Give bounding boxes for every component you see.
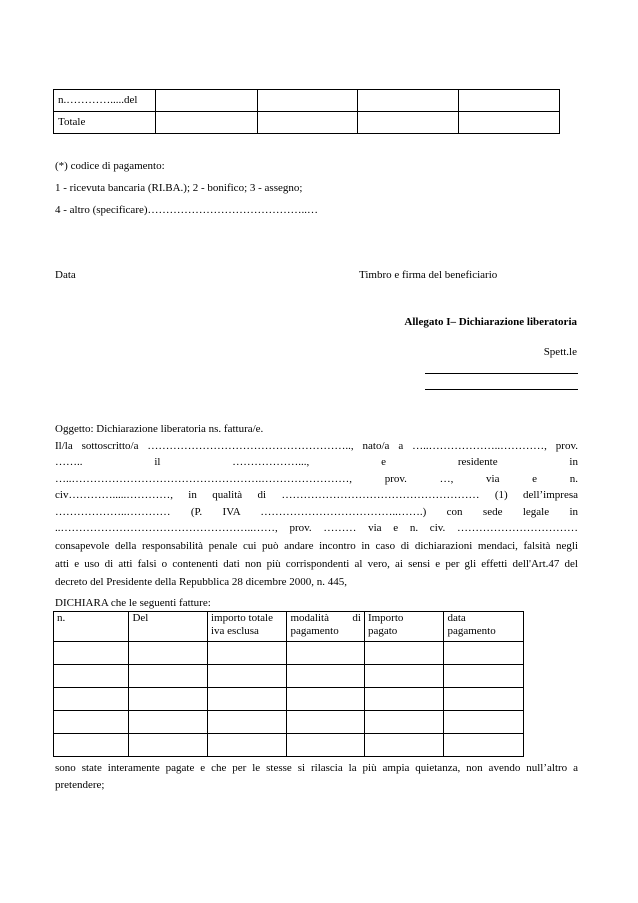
invoice-number-label: n.………….....del [54, 90, 156, 112]
table-cell [287, 711, 364, 734]
table-cell [357, 90, 458, 112]
payment-codes-title: (*) codice di pagamento: [55, 160, 165, 172]
header-mode-di: di [352, 612, 361, 624]
table-cell [54, 665, 129, 688]
table-cell [207, 665, 287, 688]
address-line-2 [425, 389, 578, 390]
body-line-5: ………………..………… (P. IVA ………………………………..…….) con sede legale in [55, 506, 578, 518]
recipient-label: Spett.le [543, 346, 577, 358]
payment-codes-line-2: 4 - altro (specificare)……………………………………..… [55, 204, 319, 216]
annex-title: Allegato I– Dichiarazione liberatoria [404, 316, 577, 328]
header-mode-word: modalità [290, 612, 329, 624]
table-cell [54, 734, 129, 757]
header-amount-line-2: iva esclusa [210, 625, 259, 638]
table-row [54, 665, 524, 688]
table-cell [444, 642, 524, 665]
header-paid-line-1: Importo [367, 612, 404, 624]
table-cell [129, 642, 208, 665]
stamp-signature-label: Timbro e firma del beneficiario [359, 269, 498, 281]
table-cell [364, 665, 444, 688]
table-cell [155, 90, 257, 112]
table-row [54, 711, 524, 734]
table-cell [129, 688, 208, 711]
body-line-7: consapevole della responsabilità penale cui può andare incontro in caso di dichiarazioni mendaci, falsità negli [55, 540, 578, 552]
table-cell [287, 734, 364, 757]
header-amount [207, 612, 287, 642]
table-cell [287, 642, 364, 665]
table-cell [129, 711, 208, 734]
table-cell [458, 112, 559, 134]
body-line-3: …..…………………………………………….……………………, prov. …, via e n. [55, 473, 578, 485]
table-cell [364, 642, 444, 665]
table-cell [207, 642, 287, 665]
header-date [444, 612, 524, 642]
table-cell [444, 734, 524, 757]
header-mode-line-2: pagamento [290, 625, 339, 638]
header-date-line-2: pagamento [447, 625, 496, 638]
table-cell [444, 711, 524, 734]
table-header-row [54, 612, 524, 642]
table-cell [257, 112, 357, 134]
table-row [54, 642, 524, 665]
table-cell [444, 688, 524, 711]
closing-line-2: pretendere; [55, 779, 105, 791]
table-cell [54, 642, 129, 665]
table-cell [287, 665, 364, 688]
body-line-2: …….. il ………………..., e residente in [55, 456, 578, 468]
table-row [54, 112, 560, 134]
table-cell [364, 688, 444, 711]
table-cell [458, 90, 559, 112]
table-row [54, 90, 560, 112]
body-line-6: ..……………………………………………..……, prov. ……… via e n. civ. …………………………… [55, 522, 578, 534]
payment-codes-line-1: 1 - ricevuta bancaria (RI.BA.); 2 - bonifico; 3 - assegno; [55, 182, 303, 194]
header-mode-line-1 [290, 612, 360, 625]
header-date-line-1: data [447, 612, 466, 624]
total-label: Totale [54, 112, 156, 134]
table-row [54, 734, 524, 757]
body-line-9: decreto del Presidente della Repubblica 28 dicembre 2000, n. 445, [55, 576, 348, 588]
table-cell [444, 665, 524, 688]
table-cell [287, 688, 364, 711]
body-line-1: Il/la sottoscritto/a ……………………………………………….., nato/a a …..………………..…………, prov. [55, 440, 578, 452]
table-cell [54, 711, 129, 734]
table-cell [357, 112, 458, 134]
date-label: Data [55, 269, 76, 281]
table-cell [155, 112, 257, 134]
table-cell [364, 711, 444, 734]
header-del-label: Del [132, 612, 149, 624]
header-amount-line-1: importo totale [210, 612, 273, 624]
header-mode [287, 612, 364, 642]
header-number [54, 612, 129, 642]
invoices-table [53, 611, 524, 757]
table-row [54, 688, 524, 711]
header-number-label: n. [57, 612, 66, 624]
body-line-8: atti e uso di atti falsi o contenenti dati non più corrispondenti al vero, ai sensi e per gli effetti dell'Art.47 del [55, 558, 578, 570]
closing-line-1: sono state interamente pagate e che per le stesse si rilascia la più ampia quietanza, non avendo null’altro a [55, 762, 578, 774]
body-line-4: civ………….....…………, in qualità di ……………………………………………… (1) dell’impresa [55, 489, 578, 501]
table-cell [129, 734, 208, 757]
header-paid [364, 612, 444, 642]
declares-line: DICHIARA che le seguenti fatture: [55, 597, 211, 609]
table-cell [207, 711, 287, 734]
header-del [129, 612, 208, 642]
table-cell [207, 734, 287, 757]
table-cell [257, 90, 357, 112]
header-paid-line-2: pagato [367, 625, 398, 638]
table-cell [364, 734, 444, 757]
summary-table [53, 89, 560, 134]
table-cell [129, 665, 208, 688]
table-cell [207, 688, 287, 711]
table-cell [54, 688, 129, 711]
address-line-1 [425, 373, 578, 374]
subject-line: Oggetto: Dichiarazione liberatoria ns. fattura/e. [55, 423, 264, 435]
